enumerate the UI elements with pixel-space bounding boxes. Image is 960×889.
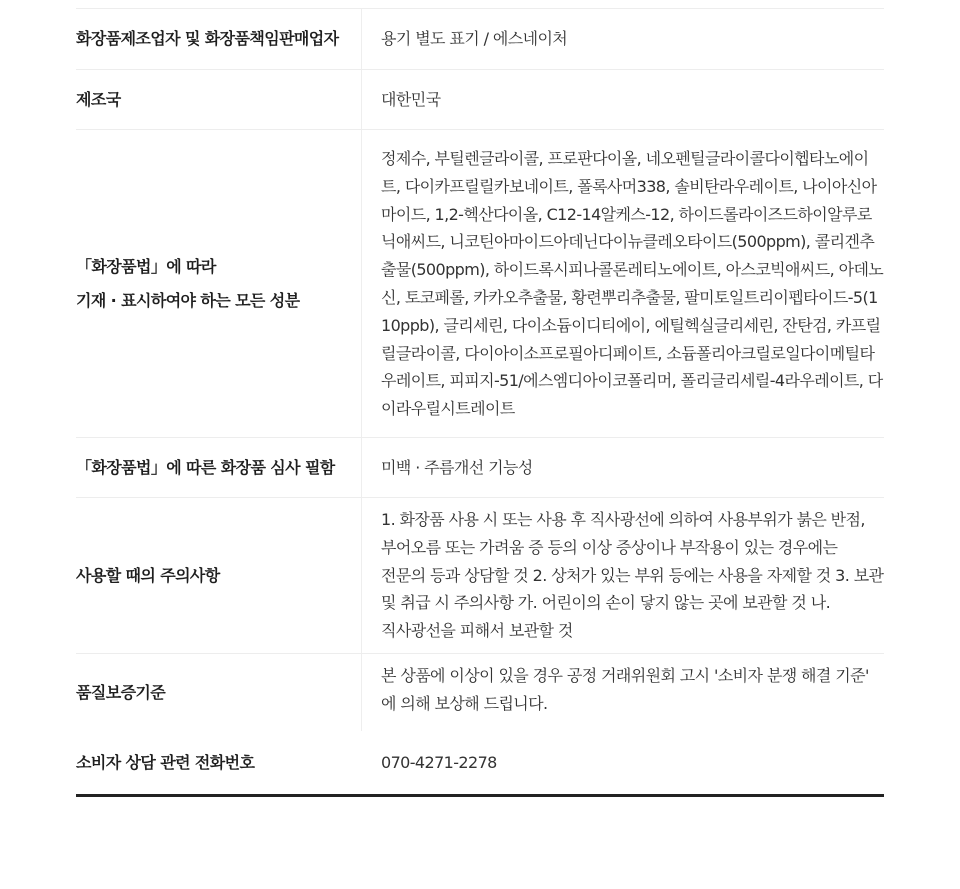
row-value: 본 상품에 이상이 있을 경우 공정 거래위원회 고시 '소비자 분쟁 해결 기준' 에 의해 보상해 드립니다. bbox=[381, 666, 869, 713]
table-row-quality-guarantee bbox=[76, 653, 884, 731]
table-row-ingredients bbox=[76, 129, 884, 437]
row-value: 용기 별도 표기 / 에스네이처 bbox=[381, 29, 568, 49]
row-label: 화장품제조업자 및 화장품책임판매업자 bbox=[76, 29, 339, 48]
table-row-country bbox=[76, 69, 884, 129]
row-label-line: 「화장품법」에 따라 bbox=[76, 256, 216, 276]
row-label-line: 기재 · 표시하여야 하는 모든 성분 bbox=[76, 290, 300, 310]
row-label: 품질보증기준 bbox=[76, 682, 166, 702]
table-row-precautions bbox=[76, 497, 884, 653]
row-label: 「화장품법」에 따른 화장품 심사 필함 bbox=[76, 457, 335, 477]
row-value: 대한민국 bbox=[381, 89, 441, 109]
row-label bbox=[76, 130, 361, 437]
row-value: 정제수, 부틸렌글라이콜, 프로판다이올, 네오펜틸글라이콜다이헵타노에이트, 다이카프릴릴카보네이트, 폴록사머338, 솔비탄라우레이트, 나이아신아마이드, 1,2-헥산다이올, C12-14알케스-12, 하이드롤라이즈드하이알루로닉애씨드, 니코틴아마이드아데닌다이뉴클레오타이드(500ppm), 콜리겐추출물(500ppm), 하이드록시피나콜론레티노에이트, 아스코빅애씨드, 아데노신, 토코페롤, 카카오추출물, 황련뿌리추출물, 팔미토일트리이펩타이드-5(110ppb), 글리세린, 다이소듐이디티에이, 에틸헥실글리세린, 잔탄검, 카프릴릴글라이콜, 다이아이소프로필아디페이트, 소듐폴리아크릴로일다이메틸타우레이트, 피피지-51/에스엠디아이코폴리머, 폴리글리세릴-4라우레이트, 다이라우릴시트레이트 bbox=[381, 149, 884, 419]
row-label: 소비자 상담 관련 전화번호 bbox=[76, 752, 255, 772]
table-row-manufacturer bbox=[76, 9, 884, 69]
row-label: 제조국 bbox=[76, 89, 121, 109]
phone-number: 070-4271-2278 bbox=[381, 752, 497, 772]
row-value: 미백 · 주름개선 기능성 bbox=[381, 457, 533, 477]
row-label: 사용할 때의 주의사항 bbox=[76, 565, 220, 585]
table-row-consumer-phone bbox=[76, 731, 884, 794]
table-top-divider bbox=[76, 0, 884, 9]
row-value: 1. 화장품 사용 시 또는 사용 후 직사광선에 의하여 사용부위가 붉은 반점, 부어오름 또는 가려움 증 등의 이상 증상이나 부작용이 있는 경우에는 전문의 등과 상담할 것 2. 상처가 있는 부위 등에는 사용을 자제할 것 3. 보관 및 취급 시 주의사항 가. 어린이의 손이 닿지 않는 곳에 보관할 것 나. 직사광선을 피해서 보관할 것 bbox=[381, 510, 884, 641]
table-bottom-divider bbox=[76, 794, 884, 797]
table-row-functional-review bbox=[76, 437, 884, 497]
product-info-table bbox=[76, 0, 884, 797]
